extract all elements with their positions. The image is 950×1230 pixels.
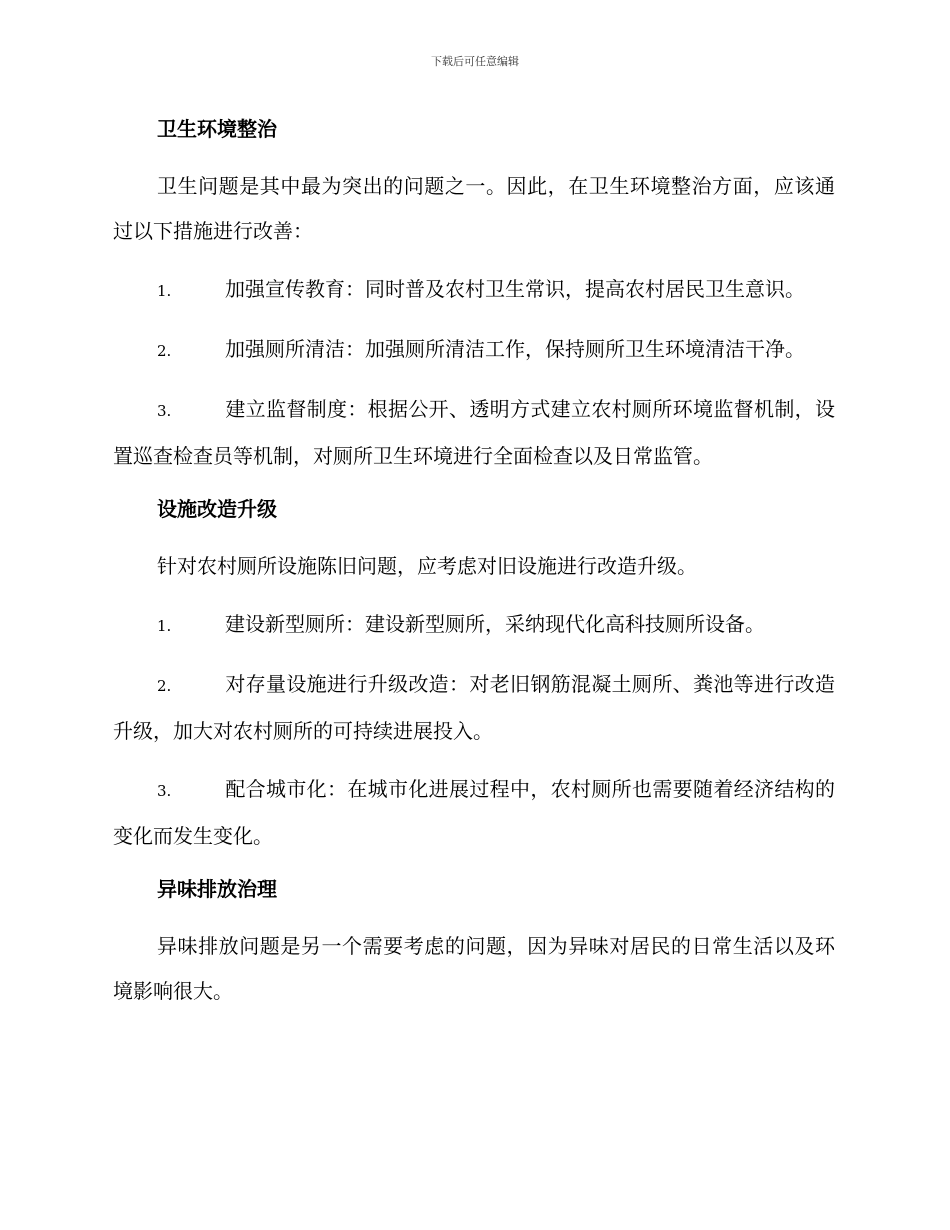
section-odor-control — [113, 872, 835, 1014]
list-item — [113, 267, 835, 314]
list-item — [113, 327, 835, 374]
list-item — [113, 602, 835, 649]
list-item-text: 对存量设施进行升级改造：对老旧钢筋混凝土厕所、粪池等进行改造升级，加大对农村厕所的可持续进展投入。 — [113, 672, 835, 743]
document-body — [113, 112, 835, 1027]
list-item-number: 1. — [157, 282, 172, 300]
section-intro: 针对农村厕所设施陈旧问题，应考虑对旧设施进行改造升级。 — [157, 554, 697, 578]
list-item — [113, 387, 835, 479]
list-item — [113, 767, 835, 859]
list-item-text: 配合城市化：在城市化进展过程中，农村厕所也需要随着经济结构的变化而发生变化。 — [113, 777, 835, 848]
list-item-text: 加强宣传教育：同时普及农村卫生常识，提高农村居民卫生意识。 — [225, 277, 805, 301]
list-item-number: 3. — [157, 782, 172, 800]
section-intro: 卫生问题是其中最为突出的问题之一。因此，在卫生环境整治方面，应该通过以下措施进行改善： — [113, 174, 835, 243]
section-heading: 卫生环境整治 — [157, 117, 277, 141]
section-sanitation — [113, 112, 835, 479]
section-facility-upgrade — [113, 492, 835, 859]
section-intro: 异味排放问题是另一个需要考虑的问题，因为异味对居民的日常生活以及环境影响很大。 — [113, 934, 835, 1003]
list-item — [113, 662, 835, 754]
list-item-number: 2. — [157, 677, 172, 695]
list-item-number: 1. — [157, 617, 172, 635]
page-header: 下载后可任意编辑 — [431, 55, 519, 68]
list-item-number: 3. — [157, 402, 172, 420]
section-heading: 异味排放治理 — [157, 877, 277, 901]
list-item-text: 建立监督制度：根据公开、透明方式建立农村厕所环境监督机制，设置巡查检查员等机制，对厕所卫生环境进行全面检查以及日常监管。 — [113, 397, 835, 468]
section-heading: 设施改造升级 — [157, 497, 277, 521]
list-item-number: 2. — [157, 342, 172, 360]
list-item-text: 建设新型厕所：建设新型厕所，采纳现代化高科技厕所设备。 — [225, 612, 765, 636]
list-item-text: 加强厕所清洁：加强厕所清洁工作，保持厕所卫生环境清洁干净。 — [225, 337, 805, 361]
